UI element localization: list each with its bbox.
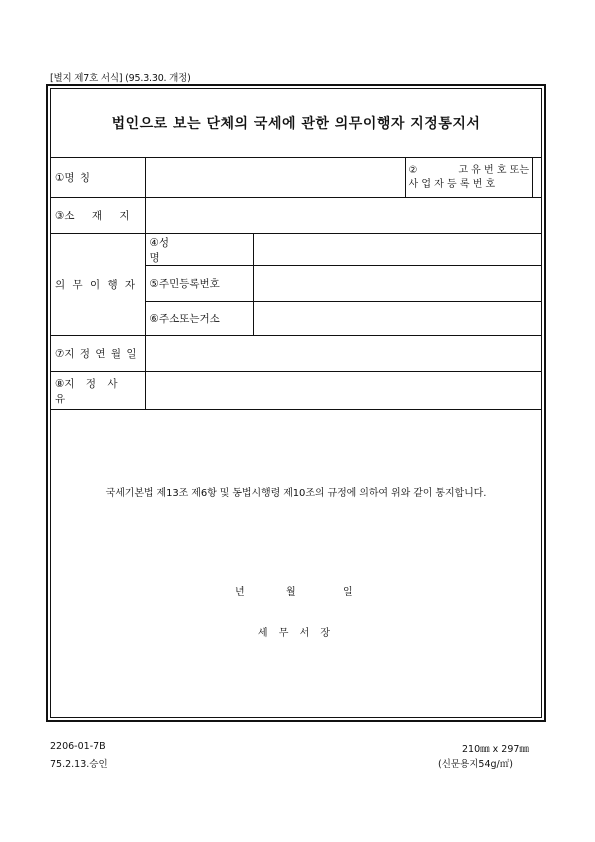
label-obligor-name: ④성 명 [145, 234, 253, 266]
label-designation-date: ⑦지 정 연 월 일 [51, 336, 145, 372]
label-designation-reason: ⑧지 정 사 유 [51, 372, 145, 410]
field-obligor-address[interactable] [253, 302, 541, 336]
field-obligor-id[interactable] [253, 266, 541, 302]
form-title: 법인으로 보는 단체의 국세에 관한 의무이행자 지정통지서 [51, 89, 541, 158]
form-inner [50, 88, 542, 718]
field-designation-date[interactable] [145, 336, 541, 372]
form-frame [46, 84, 546, 722]
label-name: ①명 칭 [51, 158, 145, 198]
notice-statement: 국세기본법 제13조 제6항 및 동법시행령 제10조의 규정에 의하여 위와 같이 통지합니다. [105, 488, 487, 499]
field-location[interactable] [145, 198, 541, 234]
paper-size: 210㎜ x 297㎜ [462, 744, 529, 755]
form-code: 2206-01-7B [50, 741, 106, 752]
tax-office-head: 세 무 서 장 [257, 628, 335, 639]
label-obligor: 의 무 이 행 자 [51, 234, 145, 336]
field-designation-reason[interactable] [145, 372, 541, 410]
date-year: 년 [235, 587, 245, 598]
field-obligor-name[interactable] [253, 234, 541, 266]
label-name-text: 명 칭 [64, 172, 92, 184]
field-reg-no[interactable] [533, 158, 542, 197]
form-table [51, 157, 541, 410]
label-location-text: 소 재 지 [64, 210, 137, 222]
reg-no-cell [405, 158, 541, 198]
field-name[interactable] [145, 158, 405, 198]
label-location: ③소 재 지 [51, 198, 145, 234]
label-reg-no: ② 고 유 번 호 또는 사 업 자 등 록 번 호 [406, 158, 533, 197]
approval-date: 75.2.13.승인 [50, 759, 108, 770]
label-obligor-id: ⑤주민등록번호 [145, 266, 253, 302]
label-obligor-address: ⑥주소또는거소 [145, 302, 253, 336]
date-day: 일 [343, 587, 353, 598]
date-month: 월 [286, 587, 296, 598]
paper-type: (신문용지54g/㎡) [438, 759, 513, 770]
form-number-note: [별지 제7호 서식] (95.3.30. 개정) [50, 73, 191, 84]
